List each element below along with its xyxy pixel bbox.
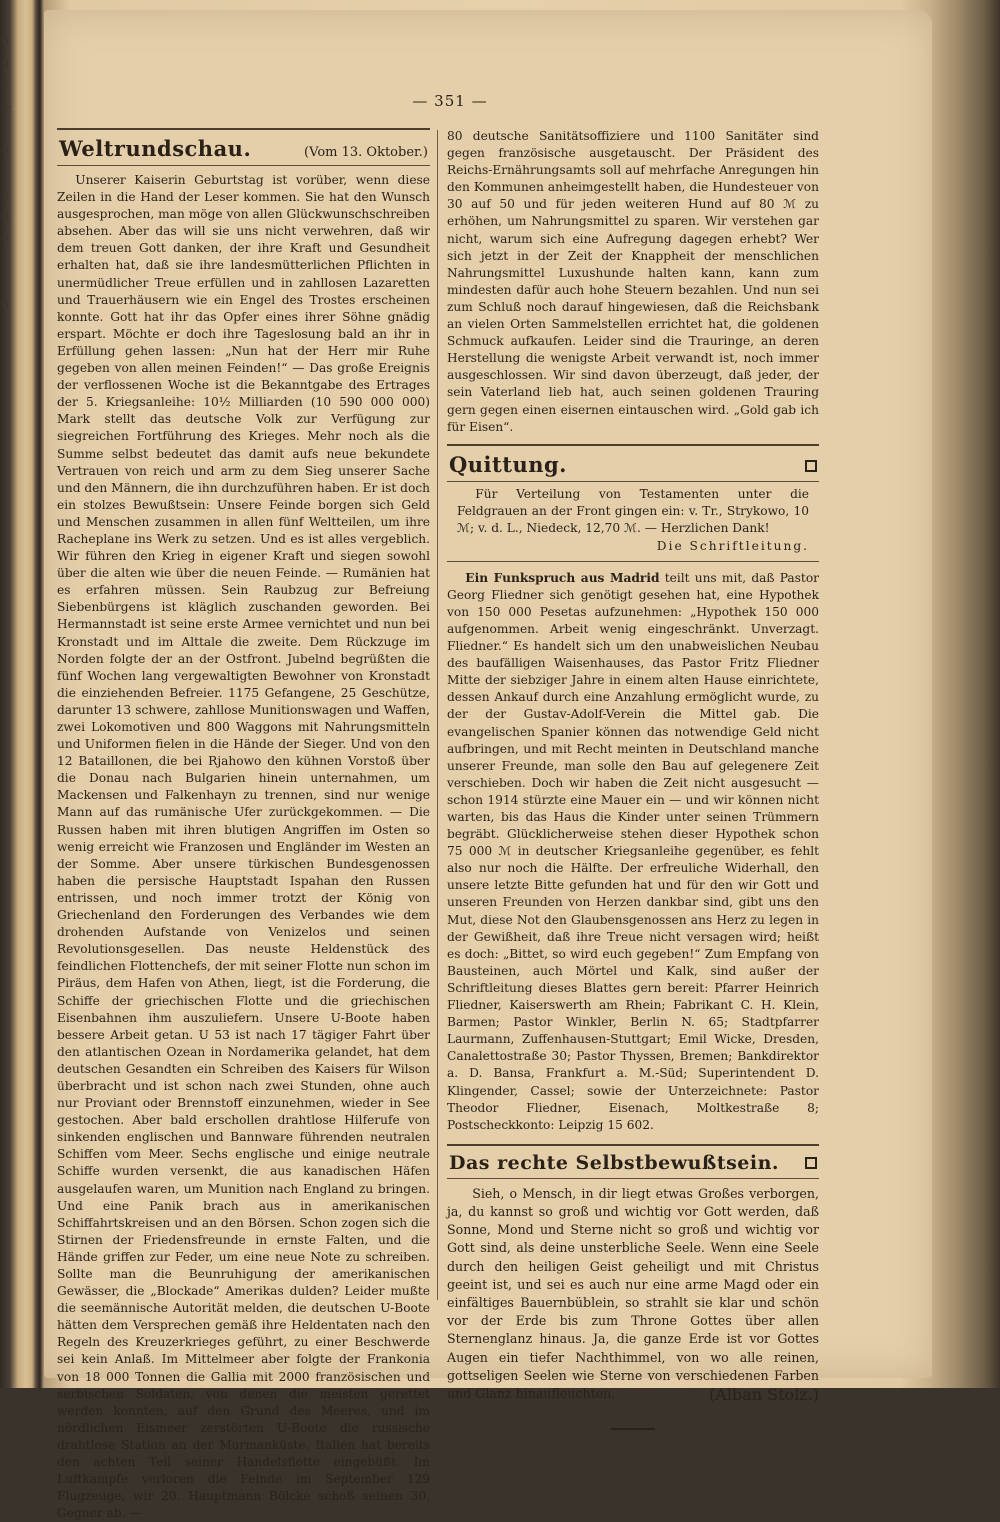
weltrundschau-text: Unserer Kaiserin Geburtstag ist vorüber, wenn diese Zeilen in die Hand der Leser kommen. Sie hat den Wunsch ausgesprochen, man möge von allen Glückwunschschreiben absehen. Aber das will sie uns nicht verwehren, daß wir dem treuen Gott danken, der ihre Kraft und Gesundheit erhalten hat, daß sie ihre landesmütterlichen Pflichten in unermüdlicher Treue erfüllen und in zahllosen Lazaretten und Trauerhäusern wie ein Engel des Trostes erscheinen konnte. Gott hat ihr das Opfer eines ihrer Söhne gnädig erspart. Möchte er doch ihre Tageslosung bald an ihr in Erfüllung gehen lassen: „Nun hat der Herr mir Ruhe gegeben von allen meinen Feinden!“ — Das große Ereignis der verflossenen Woche ist die Bekanntgabe des Ertrages der 5. Kriegsanleihe: 10½ Milliarden (10 590 000 000) Mark stellt das deutsche Volk zur Verfügung zur siegreichen Fortführung des Krieges. Mehr noch als die Summe selbst bedeutet das damit aufs neue bekundete Vertrauen von reich und arm zu dem Sieg unserer Sache und den Männern, die ihn durchzuführen haben. Er ist doch ein stolzes Bewußtsein: Unsere Feinde borgen sich Geld und Menschen zusammen in allen fünf Weltteilen, um ihre Racheplane ins Werk zu setzen. Und es ist alles vergeblich. Wir führen den Krieg in eigener Kraft und siegen sowohl über die alten wie über die neuen Feinde. — Rumänien hat es erfahren müssen. Sein Raubzug zur Befreiung Siebenbürgens ist kläglich zuschanden geworden. Bei Hermannstadt ist seine erste Armee vernichtet und nun bei Kronstadt und im Alttale die zweite. Dem Rückzuge im Norden folgte der an der Ostfront. Jubelnd begrüßten die fünf Wochen lang vergewaltigten Bewohner von Kronstadt die einziehenden Befreier. 1175 Gefangene, 25 Geschütze, darunter 13 schwere, zahllose Munitionswagen und Waffen, zwei Lokomotiven und 800 Waggons mit Nahrungsmitteln und Uniformen fielen in die Hände der Sieger. Und von den 12 Bataillonen, die bei Rjahowo den kühnen Vorstoß über die Donau nach Bulgarien hinein unternahmen, um Mackensen und Falkenhayn zu trennen, sind nur wenige Mann auf das rumänische Ufer zurückgekommen. — Die Russen haben mit ihren blutigen Angriffen im Osten so wenig erreicht wie Franzosen und Engländer im Westen an der Somme. Aber unsere türkischen Bundesgenossen haben die persische Hauptstadt Ispahan den Russen entrissen, und noch immer trotzt der König von Griechenland den Forderungen des Verbandes wie dem drohenden Aufstande von Venizelos und seinen Revolutionsgesellen. Das neuste Heldenstück des feindlichen Flottenchefs, der mit seiner Flotte nun schon im Piräus, dem Hafen von Athen, liegt, ist die Forderung, die Schiffe der griechischen Flotte und die griechischen Eisenbahnen ihm auszuliefern. Unsere U-Boote haben bessere Arbeit getan. U 53 ist nach 17 tägiger Fahrt über den atlantischen Ozean in Nordamerika gelandet, hat dem deutschen Gesandten ein Schreiben des Kaisers für Wilson überbracht und ist schon nach zwei Stunden, ohne auch nur Proviant oder Brennstoff einzunehmen, wieder in See gestochen. Aber bald erschollen drahtlose Hilferufe von sinkenden englischen und Bannware führenden neutralen Schiffen vom Meer. Sechs englische und einige neutrale Schiffe wurden versenkt, die aus kanadischen Häfen ausgelaufen waren, um Munition nach England zu bringen. Und eine Panik brach aus in amerikanischen Schiffahrtskreisen und an den Börsen. Schon zogen sich die Stirnen der Friedensfreunde in ernste Falten, und die Hände griffen zur Feder, um eine neue Note zu schreiben. Sollte man die Beunruhigung der amerikanischen Gewässer, die „Blockade“ Amerikas dulden? Leider mußte die seemännische Autorität melden, die deutschen U-Boote hätten dem Versprechen gemäß ihre Heldentaten nach den Regeln des Kreuzerkrieges geführt, zu einer Beschwerde sei kein Anlaß. Im Mittelmeer aber folgte der Frankonia von 18 000 Tonnen die Gallia mit 2000 französischen und serbischen Soldaten, von denen die meisten gerettet werden konnten, auf den Grund des Meeres, und im nördlichen Eismeer zerstörten U-Boote die russische drahtlose Station an der Murmanküste. Italien hat bereits den achten Teil seiner Handelsflotte eingebüßt. Im Luftkampfe verloren die Feinde im September 129 Flugzeuge, wir 20. Hauptmann Bölcke schoß seinen 30. Gegner ab. — (57, 173, 430, 1521)
funkspruch-text (447, 570, 819, 1134)
left-page-letter: t (2, 430, 7, 443)
left-page-letter: r (2, 276, 8, 289)
left-page-letter (2, 514, 32, 536)
left-page-letter: it (2, 210, 10, 223)
left-page-letter: l, (2, 254, 10, 267)
selbst-text: Sieh, o Mensch, in dir liegt etwas Großes verborgen, ja, du kannst so groß und wichtig vor Gott werden, daß Sonne, Mond und Sterne nicht so groß und wichtig vor Gott sind, als deine unsterbliche Seele. Wenn eine Seele durch den heiligen Geist geheiligt und mit Christus geeint ist, und sei es auch nur eine arme Magd oder ein einfältiges Bauernbüblein, so strahlt sie klar und schön vor der Erde bis zum Throne Gottes über allen Sternenglanz hinaus. Ja, die ganze Erde ist vor Gottes Augen ein tiefer Nachthimmel, von wo alle reinen, gottseligen Seelen wie Sterne von verschiedenen Farben und Glanz hinaufleuchten. (447, 1185, 819, 1402)
heading-rule (57, 165, 430, 166)
weltrundschau-title: Weltrundschau. (59, 136, 252, 161)
left-page-letter: c (2, 408, 9, 421)
selbst-rule (447, 1178, 819, 1179)
weltrundschau-date: (Vom 13. Oktober.) (304, 145, 428, 160)
left-page-letter: t (2, 320, 7, 333)
weltrundschau-heading (57, 130, 430, 165)
square-ornament-icon (805, 1157, 817, 1169)
left-page-letter: e (2, 144, 9, 157)
left-page-letter: n (2, 34, 10, 47)
left-page-letter: h (2, 298, 10, 311)
left-page-letter: r (2, 342, 8, 355)
left-page-letter: e (2, 232, 9, 245)
quittung-text: Für Verteilung von Testamenten unter die Feldgrauen an der Front gingen ein: v. Tr., Strykowo, 10 ℳ; v. d. L., Niedeck, 12,70 ℳ. — Herzlichen Dank! (457, 486, 809, 535)
left-page-letter: e (2, 188, 9, 201)
left-page-letter: t (2, 166, 7, 179)
square-ornament-icon (805, 460, 817, 472)
quittung-bottom-rule (447, 561, 819, 562)
left-page-letter: s (2, 78, 8, 91)
selbst-heading (447, 1146, 819, 1178)
left-page-letter: t (2, 474, 7, 487)
funkspruch-body: teilt uns mit, daß Pastor Georg Fliedner sich genötigt gesehen hat, eine Hypothek von 150 000 Pesetas aufzunehmen: „Hypothek 150 000 aufgenommen. Arbeit wenig eingeschränkt. Unverzagt. Fliedner.“ Es handelt sich um den unabweislichen Neubau des baufälligen Waisenhauses, das Pastor Fritz Fliedner Mitte der siebziger Jahre in einem alten Hause einrichtete, dessen Ankauf durch eine Anzahlung ermöglicht wurde, zu der der Gustav-Adolf-Verein die Mittel gab. Die evangelischen Spanier können das notwendige Geld nicht aufbringen, und mit Recht meinten in Deutschland manche unserer Freunde, man solle den Bau auf gelegenere Zeit verschieben. Doch wir haben die Zeit nicht ausgesucht — schon 1914 stürzte eine Mauer ein — und wir können nicht warten, bis das Haus die Kinder unter seinen Trümmern begräbt. Glücklicherweise stehen dieser Hypothek schon 75 000 ℳ in deutscher Kriegsanleihe gegenüber, es fehlt also nur noch die Hälfte. Der erfreuliche Widerhall, den unsere letzte Bitte gefunden hat und für den wir Gott und unseren Freunden von Herzen dankbar sind, gibt uns den Mut, diese Not den Glaubensgenossen ans Herz zu legen in der Gewißheit, daß ihre Treue nicht versagen wird; heißt es doch: „Bittet, so wird euch gegeben!“ Zum Empfang von Bausteinen, auch Mörtel und Kalk, sind außer der Schriftleitung dieses Blattes gern bereit: Pfarrer Heinrich Fliedner, Kaiserswerth am Rhein; Fabrikant C. H. Klein, Barmen; Pastor Winkler, Berlin N. 65; Stadtpfarrer Laurmann, Zuffenhausen-Stuttgart; Emil Wicke, Dresden, Canalettostraße 30; Pastor Thyssen, Bremen; Bankdirektor a. D. Bansa, Frankfurt a. M.-Süd; Superintendent D. Klingender, Cassel; sowie der Unterzeichnete: Pastor Theodor Fliedner, Eisenach, Moltkestraße 8; Postscheckkonto: Leipzig 15 602. (447, 570, 819, 1132)
end-rule (611, 1428, 655, 1430)
left-page-letter: , (2, 364, 6, 377)
quittung-title: Quittung. (449, 451, 567, 477)
left-page-letter (2, 382, 32, 404)
left-page-letter (2, 118, 32, 140)
quittung-heading (447, 446, 819, 481)
left-page-letter: i (2, 496, 6, 509)
right-column (447, 128, 819, 1430)
column-divider (437, 130, 438, 1300)
quittung-signature: Die Schriftleitung. (656, 538, 809, 553)
left-page-fragment (0, 30, 32, 1350)
left-column (57, 128, 430, 1522)
weltrundschau-continuation: 80 deutsche Sanitätsoffiziere und 1100 Sanitäter sind gegen französische ausgetauscht. Der Präsident des Reichs-Ernährungsamts soll auf mehrfache Anregungen hin den Kommunen anheimgestellt haben, die Hundesteuer von 30 auf 50 und für jeden weiteren Hund auf 80 ℳ zu erhöhen, um Nahrungsmittel zu sparen. Wir verstehen gar nicht, warum sich eine Aufregung dagegen erhebt? Wer sich jetzt in der Zeit der Knappheit der menschlichen Nahrungsmittel Luxushunde halten kann, kann zum mindesten dafür auch hohe Steuern bezahlen. Und nun sei zum Schluß noch darauf hingewiesen, daß die Reichsbank an vielen Orten Sammelstellen errichtet hat, die goldenen Schmuck aufkaufen. Leider sind die Trauringe, an deren Herstellung die wenigste Arbeit verwandt ist, noch immer ausgeschlossen. Wir sind davon überzeugt, daß jeder, der sein Vaterland lieb hat, auch seinen goldenen Trauring gern gegen einen eisernen eintauschen wird. „Gold gab ich für Eisen“. (447, 129, 819, 434)
quittung-rule (447, 481, 819, 482)
selbst-author: (Alban Stolz.) (709, 1385, 819, 1405)
left-page-letter: t (2, 452, 7, 465)
left-page-letter: g (2, 56, 10, 69)
left-page-letter: s- (2, 100, 12, 113)
page-number: — 351 — (412, 92, 488, 110)
funkspruch-lead: Ein Funkspruch aus Madrid (465, 570, 660, 585)
selbst-title: Das rechte Selbstbewußtsein. (449, 1151, 780, 1174)
